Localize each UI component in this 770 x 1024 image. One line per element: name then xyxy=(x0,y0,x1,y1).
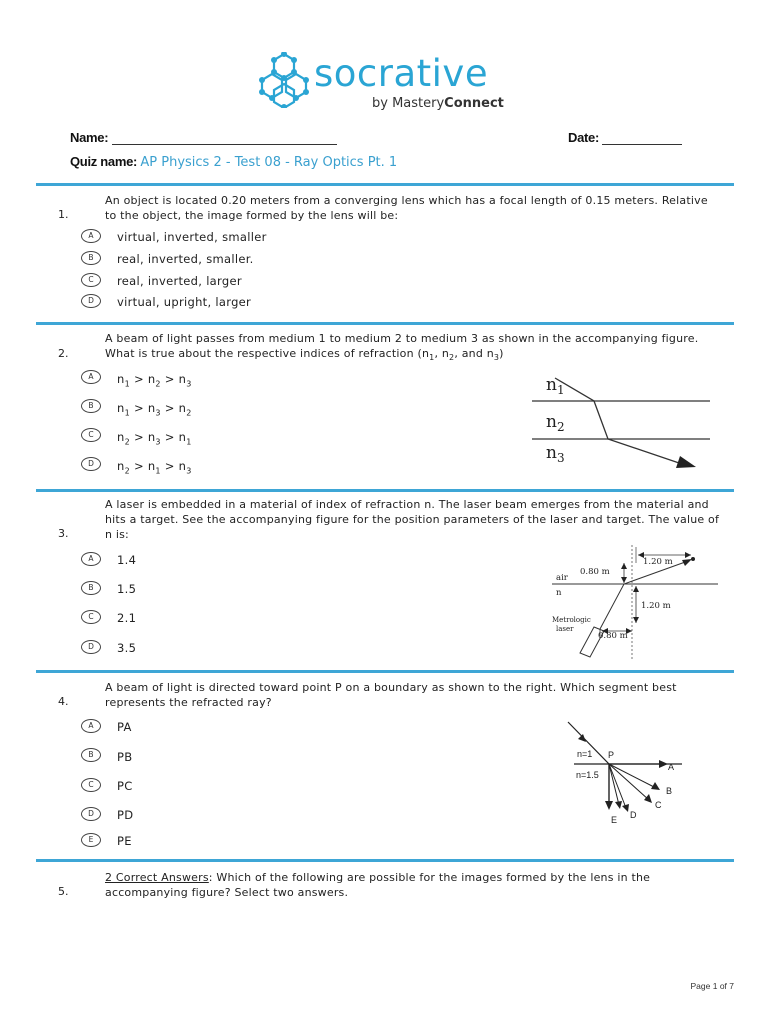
name-blank[interactable] xyxy=(112,132,337,145)
page-number: Page 1 of 7 xyxy=(690,981,734,991)
option-d-text: virtual, upright, larger xyxy=(117,295,252,309)
separator xyxy=(36,670,734,673)
svg-text:P: P xyxy=(608,750,615,760)
svg-text:n=1: n=1 xyxy=(577,749,593,759)
option-c-badge[interactable]: C xyxy=(81,778,101,792)
name-field xyxy=(70,130,337,145)
option-a-badge[interactable]: A xyxy=(81,552,101,566)
logo-connect: Connect xyxy=(444,96,504,111)
laser-geometry-figure xyxy=(548,543,723,661)
option-a-text: 1.4 xyxy=(117,553,137,567)
svg-text:laser: laser xyxy=(556,625,574,633)
option-c-badge[interactable]: C xyxy=(81,610,101,624)
question-text: A laser is embedded in a material of index of refraction n. The laser beam emerges from the material and hits a target. See the accompanying figure for the position parameters of the laser and target. The value of n is: xyxy=(105,498,720,541)
option-a-text: virtual, inverted, smaller xyxy=(117,230,267,244)
svg-text:0.80 m: 0.80 m xyxy=(598,631,628,641)
question-number: 4. xyxy=(58,695,69,708)
logo-tagline xyxy=(372,96,504,112)
option-d-text: 3.5 xyxy=(117,641,137,655)
separator xyxy=(36,859,734,862)
option-a-text: $n_1 > n_2 > n_3$ xyxy=(117,372,192,389)
question-text: A beam of light is directed toward point P on a boundary as shown to the right. Which segment best represents the refracted ray? xyxy=(105,681,677,709)
refracted-ray-figure xyxy=(560,720,690,830)
option-d-text: PD xyxy=(117,808,134,822)
svg-text:A: A xyxy=(668,762,675,772)
socrative-logo xyxy=(258,50,518,120)
option-c-text: real, inverted, larger xyxy=(117,274,242,288)
option-c-text: $n_2 > n_3 > n_1$ xyxy=(117,430,192,447)
option-d-badge[interactable]: D xyxy=(81,640,101,654)
option-b-text: PB xyxy=(117,750,133,764)
svg-text:air: air xyxy=(556,573,568,583)
svg-text:Metrologic: Metrologic xyxy=(552,616,591,624)
date-blank[interactable] xyxy=(602,132,682,145)
option-c-badge[interactable]: C xyxy=(81,428,101,442)
svg-text:E: E xyxy=(611,815,618,825)
quiz-name-field xyxy=(70,154,397,170)
svg-text:n2: $n_2$ xyxy=(546,412,565,434)
date-field xyxy=(568,130,682,145)
question-text: 2 Correct Answers: Which of the following are possible for the images formed by the lens in the accompanying figure? Select two answers. xyxy=(105,871,651,899)
question-text: An object is located 0.20 meters from a converging lens which has a focal length of 0.15 meters. Relative to the object, the image formed by the lens will be: xyxy=(105,194,708,222)
svg-text:1.20 m: 1.20 m xyxy=(641,601,671,611)
svg-text:n=1.5: n=1.5 xyxy=(576,770,599,780)
option-c-text: PC xyxy=(117,779,133,793)
svg-text:n1: $n_1$ xyxy=(546,375,565,397)
svg-text:B: B xyxy=(666,786,673,796)
svg-text:n3: $n_3$ xyxy=(546,443,565,465)
separator xyxy=(36,183,734,186)
svg-text:0.80 m: 0.80 m xyxy=(580,567,610,577)
option-b-text: 1.5 xyxy=(117,582,137,596)
separator xyxy=(36,489,734,492)
name-label: Name: xyxy=(70,130,109,145)
logo-by-mastery: by Mastery xyxy=(372,96,445,111)
option-d-badge[interactable]: D xyxy=(81,294,101,308)
option-b-badge[interactable]: B xyxy=(81,581,101,595)
question-number: 1. xyxy=(58,208,69,221)
option-b-badge[interactable]: B xyxy=(81,251,101,265)
logo-wordmark: socrative xyxy=(314,52,489,95)
quiz-name-value: AP Physics 2 - Test 08 - Ray Optics Pt. 1 xyxy=(140,155,398,170)
hexagon-logo-icon xyxy=(258,52,310,108)
option-a-badge[interactable]: A xyxy=(81,229,101,243)
svg-text:1.20 m: 1.20 m xyxy=(643,557,673,567)
option-d-text: $n_2 > n_1 > n_3$ xyxy=(117,459,192,476)
option-b-badge[interactable]: B xyxy=(81,748,101,762)
svg-text:C: C xyxy=(655,800,662,810)
quiz-name-label: Quiz name: xyxy=(70,154,138,169)
question-number: 3. xyxy=(58,527,69,540)
question-lead: 2 Correct Answers xyxy=(105,871,209,884)
option-b-text: real, inverted, smaller. xyxy=(117,252,254,266)
option-d-badge[interactable]: D xyxy=(81,807,101,821)
option-b-badge[interactable]: B xyxy=(81,399,101,413)
option-c-badge[interactable]: C xyxy=(81,273,101,287)
option-e-text: PE xyxy=(117,834,132,848)
date-label: Date: xyxy=(568,130,600,145)
separator xyxy=(36,322,734,325)
refraction-layers-figure xyxy=(530,372,715,472)
option-c-text: 2.1 xyxy=(117,611,137,625)
svg-text:n: n xyxy=(556,588,562,598)
question-text: A beam of light passes from medium 1 to medium 2 to medium 3 as shown in the accompanying figure. What is true about the respective indices of refraction ($n_1$, $n_2$, and $n_3$) xyxy=(105,332,699,363)
option-a-badge[interactable]: A xyxy=(81,719,101,733)
svg-text:D: D xyxy=(630,810,637,820)
question-number: 5. xyxy=(58,885,69,898)
option-b-text: $n_1 > n_3 > n_2$ xyxy=(117,401,192,418)
question-number: 2. xyxy=(58,347,69,360)
option-a-text: PA xyxy=(117,720,132,734)
option-d-badge[interactable]: D xyxy=(81,457,101,471)
option-e-badge[interactable]: E xyxy=(81,833,101,847)
option-a-badge[interactable]: A xyxy=(81,370,101,384)
